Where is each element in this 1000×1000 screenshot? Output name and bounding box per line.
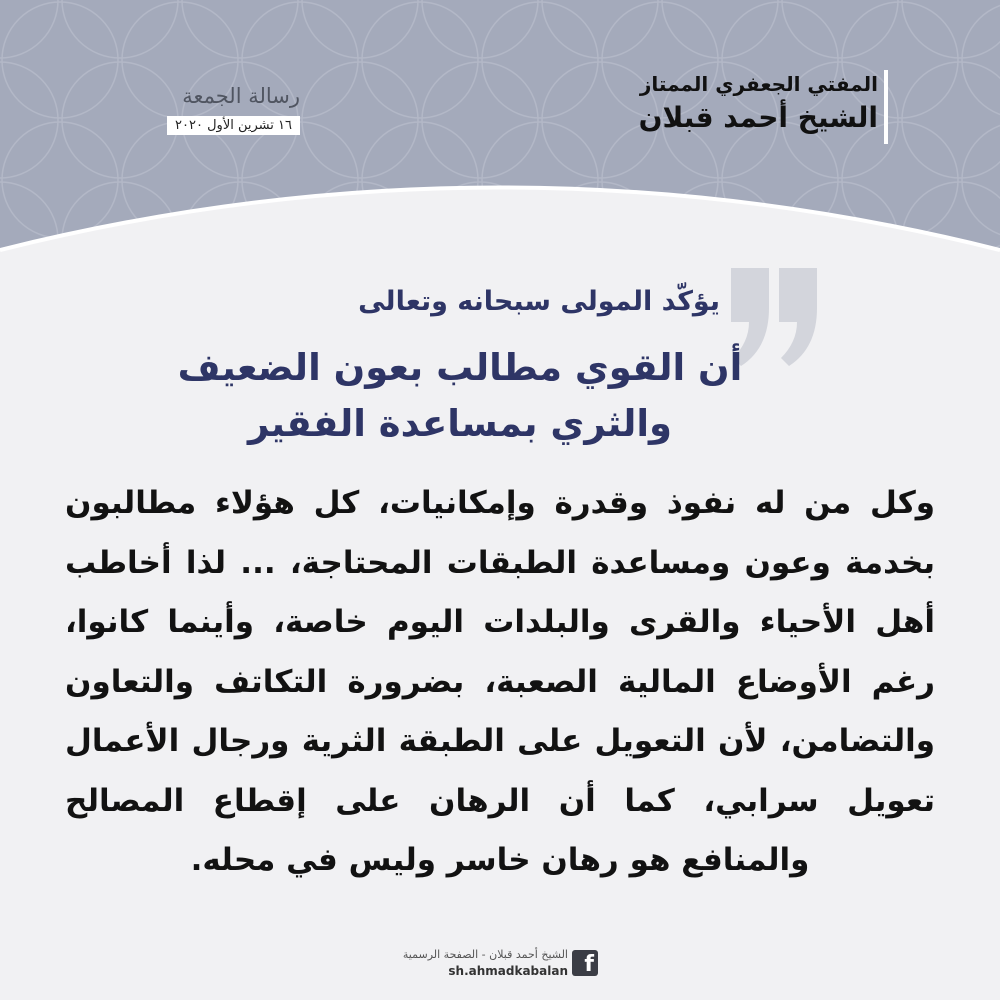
- series-title: رسالة الجمعة: [182, 84, 300, 108]
- facebook-icon[interactable]: f: [572, 950, 598, 976]
- footer-page-name: الشيخ أحمد قبلان - الصفحة الرسمية: [402, 948, 568, 961]
- quote-body: وكل من له نفوذ وقدرة وإمكانيات، كل هؤلاء مطالبون بخدمة وعون ومساعدة الطبقات المحتاجة، ... لذا أخاطب أهل الأحياء والقرى والبلدات اليوم خاصة، وأينما كانوا، رغم الأوضاع المالية الصعبة، بضرورة التكاتف والتعاون والتضامن، لأن التعويل على الطبقة الثرية ورجال الأعمال تعويل سرابي، كما أن الرهان على إقطاع المصالح والمنافع هو رهان خاسر وليس في محله.: [65, 485, 935, 878]
- date-badge: ١٦ تشرين الأول ٢٠٢٠: [167, 116, 300, 135]
- quote-headline: [150, 340, 770, 452]
- footer-handle[interactable]: sh.ahmadkabalan: [448, 964, 568, 978]
- quote-lead: يؤكّد المولى سبحانه وتعالى: [358, 286, 720, 317]
- headline-line-1: أن القوي مطالب بعون الضعيف: [177, 346, 743, 389]
- footer: [0, 948, 1000, 984]
- author-block: [578, 70, 878, 138]
- series-block: [85, 82, 300, 135]
- author-divider: [884, 70, 888, 144]
- headline-line-2: والثري بمساعدة الفقير: [247, 402, 673, 445]
- author-name: الشيخ أحمد قبلان: [638, 101, 878, 134]
- author-title: المفتي الجعفري الممتاز: [639, 72, 878, 96]
